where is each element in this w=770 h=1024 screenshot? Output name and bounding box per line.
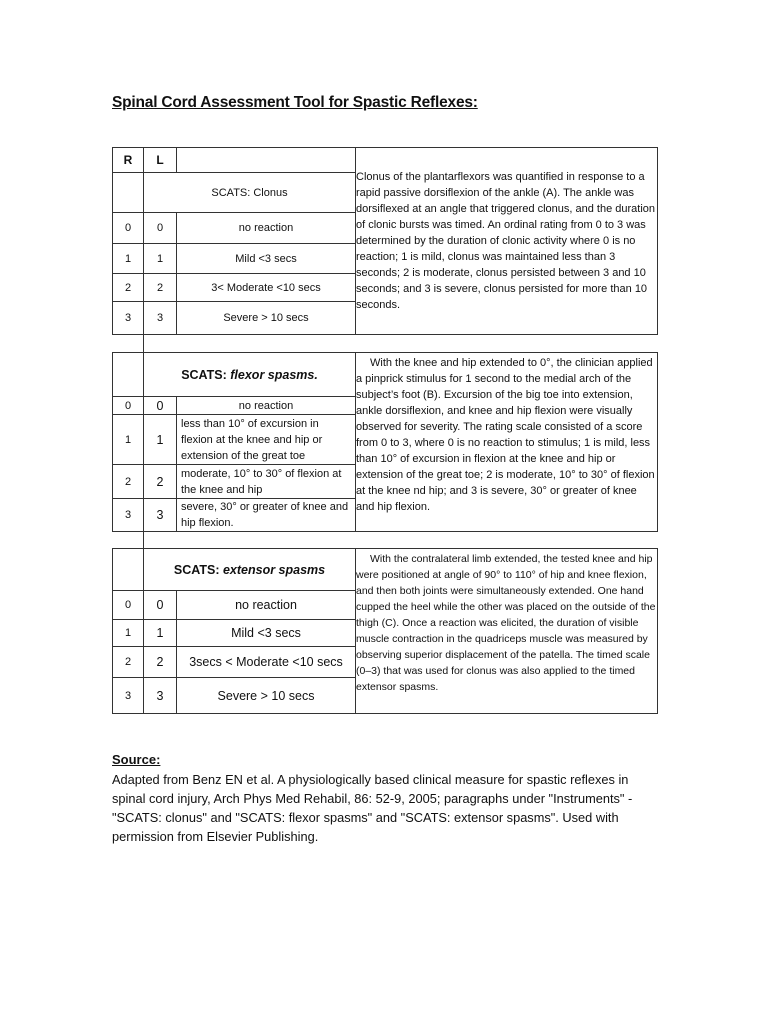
reaction-text: moderate, 10° to 30° of flexion at the knee and hip xyxy=(177,465,356,499)
flexor-heading xyxy=(144,353,356,397)
header-spacer xyxy=(113,173,144,213)
score-left: 2 xyxy=(144,647,177,678)
source-label: Source: xyxy=(112,752,161,767)
extensor-description xyxy=(356,549,658,714)
extensor-heading-emphasis: extensor spasms xyxy=(222,562,326,577)
extensor-spasms-table xyxy=(112,548,658,714)
extensor-heading-prefix: SCATS: xyxy=(173,562,223,577)
reaction-text: no reaction xyxy=(177,397,356,415)
score-right: 0 xyxy=(113,397,144,415)
header-spacer xyxy=(177,148,356,173)
score-left: 0 xyxy=(144,213,177,244)
reaction-text: less than 10° of excursion in flexion at the knee and hip or extension of the great toe xyxy=(177,415,356,465)
column-header-r: R xyxy=(113,148,144,173)
score-left: 1 xyxy=(144,415,177,465)
table-connector-line xyxy=(143,530,144,548)
score-left: 3 xyxy=(144,678,177,714)
flexor-heading-emphasis: flexor spasms. xyxy=(230,367,318,382)
reaction-text: Mild <3 secs xyxy=(177,620,356,647)
clonus-heading: SCATS: Clonus xyxy=(144,173,356,213)
score-left: 0 xyxy=(144,397,177,415)
reaction-text: Severe > 10 secs xyxy=(177,302,356,335)
score-right: 2 xyxy=(113,274,144,302)
score-right: 1 xyxy=(113,244,144,274)
score-right: 2 xyxy=(113,465,144,499)
score-left: 2 xyxy=(144,465,177,499)
score-right: 3 xyxy=(113,678,144,714)
reaction-text: Mild <3 secs xyxy=(177,244,356,274)
flexor-heading-prefix: SCATS: xyxy=(181,367,231,382)
score-left: 0 xyxy=(144,591,177,620)
reaction-text: 3< Moderate <10 secs xyxy=(177,274,356,302)
score-left: 1 xyxy=(144,244,177,274)
column-header-l: L xyxy=(144,148,177,173)
table-connector-line xyxy=(143,334,144,352)
flexor-description xyxy=(356,353,658,532)
score-right: 1 xyxy=(113,415,144,465)
reaction-text: Severe > 10 secs xyxy=(177,678,356,714)
reaction-text: 3secs < Moderate <10 secs xyxy=(177,647,356,678)
header-spacer xyxy=(113,353,144,397)
score-left: 2 xyxy=(144,274,177,302)
reaction-text: severe, 30° or greater of knee and hip flexion. xyxy=(177,499,356,532)
flexor-spasms-table xyxy=(112,352,658,532)
score-right: 0 xyxy=(113,591,144,620)
header-spacer xyxy=(113,549,144,591)
score-left: 3 xyxy=(144,302,177,335)
reaction-text: no reaction xyxy=(177,591,356,620)
clonus-table xyxy=(112,147,658,335)
extensor-description-text: With the contralateral limb extended, the tested knee and hip were positioned at angle of 90° to 110° of hip and knee flexion, and then both joints were simultaneously extended. One hand cupped the heel while the other was placed on the outside of the thigh (C). Once a reaction was elicited, the duration of visible muscle contraction in the quadriceps muscle was measured by observing superior displacement of the patella. The timed scale (0–3) that was used for clonus was also applied to the timed extensor spasms. xyxy=(356,553,656,693)
score-left: 3 xyxy=(144,499,177,532)
score-right: 1 xyxy=(113,620,144,647)
extensor-heading xyxy=(144,549,356,591)
score-left: 1 xyxy=(144,620,177,647)
source-citation: Adapted from Benz EN et al. A physiologically based clinical measure for spastic reflexes in spinal cord injury, Arch Phys Med Rehabil, 86: 52-9, 2005; paragraphs under "Instruments" - "SCATS: clonus" and "SCATS: flexor spasms" and "SCATS: extensor spasms". Used with permission from Elsevier Publishing. xyxy=(112,772,633,844)
reaction-text: no reaction xyxy=(177,213,356,244)
flexor-description-text: With the knee and hip extended to 0°, the clinician applied a pinprick stimulus for 1 second to the medial arch of the subject’s foot (B). Excursion of the big toe into extension, ankle dorsiflexion, and knee and hip flexion were visually observed for severity. The rating scale consisted of a score from 0 to 3, where 0 is no reaction to stimulus; 1 is mild, less than 10° of excursion in flexion at the knee and hip or extension of the great toe; 2 is moderate, 10° to 30° of flexion at the knee nd hip; and 3 is severe, 30° or greater of knee and hip flexion. xyxy=(356,357,655,513)
score-right: 2 xyxy=(113,647,144,678)
score-right: 3 xyxy=(113,302,144,335)
page-title: Spinal Cord Assessment Tool for Spastic Reflexes: xyxy=(112,94,478,111)
score-right: 0 xyxy=(113,213,144,244)
clonus-description: Clonus of the plantarflexors was quantified in response to a rapid passive dorsiflexion of the ankle (A). The ankle was dorsiflexed at an angle that triggered clonus, and the duration of clonic bursts was timed. An ordinal rating from 0 to 3 was determined by the duration of clonic activity where 0 is no reaction; 1 is mild, clonus was maintained less than 3 seconds; 2 is moderate, clonus persisted between 3 and 10 seconds; and 3 is severe, clonus persisted for more than 10 seconds. xyxy=(356,148,658,335)
score-right: 3 xyxy=(113,499,144,532)
